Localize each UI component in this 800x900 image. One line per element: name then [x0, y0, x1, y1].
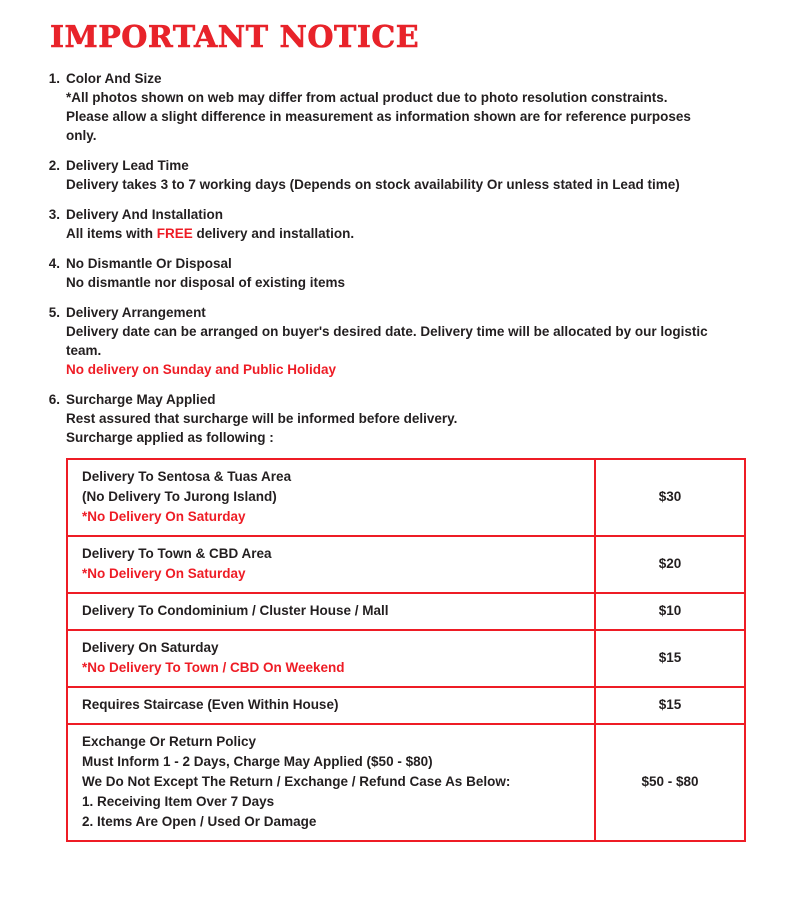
notice-item-surcharge-may-applied — [40, 390, 760, 447]
free-highlight: FREE — [156, 226, 193, 241]
table-row — [67, 459, 745, 536]
surcharge-table — [66, 458, 746, 842]
surcharge-price-cell: $15 — [595, 687, 745, 724]
item-line: Delivery takes 3 to 7 working days (Depends on stock availability Or unless stated in Lead time) — [66, 177, 680, 192]
item-line: Surcharge applied as following : — [66, 430, 274, 445]
notice-item-color-and-size — [40, 69, 760, 145]
item-heading: Surcharge May Applied — [66, 392, 216, 407]
cell-line: Must Inform 1 - 2 Days, Charge May Applied ($50 - $80) — [82, 754, 433, 769]
cell-line: Requires Staircase (Even Within House) — [82, 697, 339, 712]
item-line: *All photos shown on web may differ from actual product due to photo resolution constraints. — [66, 90, 668, 105]
cell-line-note: *No Delivery On Saturday — [82, 566, 246, 581]
cell-line: Delivery To Sentosa & Tuas Area — [82, 469, 292, 484]
surcharge-price-cell: $10 — [595, 593, 745, 630]
surcharge-description-cell — [67, 593, 595, 630]
item-body — [66, 156, 760, 194]
item-heading: Delivery And Installation — [66, 207, 224, 222]
page-title: IMPORTANT NOTICE — [50, 20, 420, 55]
notice-item-delivery-lead-time — [40, 156, 760, 194]
cell-line: Delivery To Condominium / Cluster House / Mall — [82, 603, 389, 618]
surcharge-price-cell: $50 - $80 — [595, 724, 745, 841]
item-line: Delivery date can be arranged on buyer's desired date. Delivery time will be allocated by our logistic — [66, 324, 708, 339]
item-line: Rest assured that surcharge will be informed before delivery. — [66, 411, 458, 426]
notice-item-no-dismantle-or-disposal — [40, 254, 760, 292]
item-body — [66, 254, 760, 292]
surcharge-price-cell: $30 — [595, 459, 745, 536]
cell-line: Delivery On Saturday — [82, 640, 219, 655]
item-line — [66, 224, 760, 243]
item-heading: No Dismantle Or Disposal — [66, 256, 232, 271]
cell-line-note: *No Delivery To Town / CBD On Weekend — [82, 660, 345, 675]
notice-item-delivery-arrangement — [40, 303, 760, 379]
notice-item-delivery-and-installation — [40, 205, 760, 243]
surcharge-description-cell — [67, 459, 595, 536]
no-delivery-note: No delivery on Sunday and Public Holiday — [66, 362, 337, 377]
item-number: 6. — [48, 392, 60, 407]
item-number: 2. — [48, 158, 60, 173]
surcharge-description-cell — [67, 724, 595, 841]
cell-line: Delivery To Town & CBD Area — [82, 546, 272, 561]
surcharge-price-cell: $15 — [595, 630, 745, 687]
cell-line: (No Delivery To Jurong Island) — [82, 489, 277, 504]
item-line: Please allow a slight difference in measurement as information shown are for reference purposes — [66, 109, 691, 124]
item-number: 3. — [48, 207, 60, 222]
item-body — [66, 205, 760, 243]
cell-line: We Do Not Except The Return / Exchange / Refund Case As Below: — [82, 774, 511, 789]
item-body — [66, 69, 760, 145]
cell-line-note: *No Delivery On Saturday — [82, 509, 246, 524]
cell-line: 1. Receiving Item Over 7 Days — [82, 794, 275, 809]
surcharge-price-cell: $20 — [595, 536, 745, 593]
line-suffix: delivery and installation. — [192, 226, 355, 241]
item-heading: Delivery Lead Time — [66, 158, 189, 173]
item-heading: Color And Size — [66, 71, 162, 86]
item-number: 4. — [48, 256, 60, 271]
surcharge-table-body — [67, 459, 745, 841]
surcharge-description-cell — [67, 687, 595, 724]
table-row — [67, 724, 745, 841]
item-body — [66, 303, 760, 379]
line-prefix: All items with — [66, 226, 157, 241]
cell-line: 2. Items Are Open / Used Or Damage — [82, 814, 317, 829]
item-body — [66, 390, 760, 447]
cell-line: Exchange Or Return Policy — [82, 734, 257, 749]
item-line: No dismantle nor disposal of existing items — [66, 275, 346, 290]
table-row — [67, 593, 745, 630]
table-row — [67, 687, 745, 724]
surcharge-description-cell — [67, 630, 595, 687]
surcharge-description-cell — [67, 536, 595, 593]
table-row — [67, 536, 745, 593]
item-number: 1. — [48, 71, 60, 86]
item-line: team. — [66, 343, 102, 358]
table-row — [67, 630, 745, 687]
item-number: 5. — [48, 305, 60, 320]
item-heading: Delivery Arrangement — [66, 305, 206, 320]
item-line: only. — [66, 128, 97, 143]
